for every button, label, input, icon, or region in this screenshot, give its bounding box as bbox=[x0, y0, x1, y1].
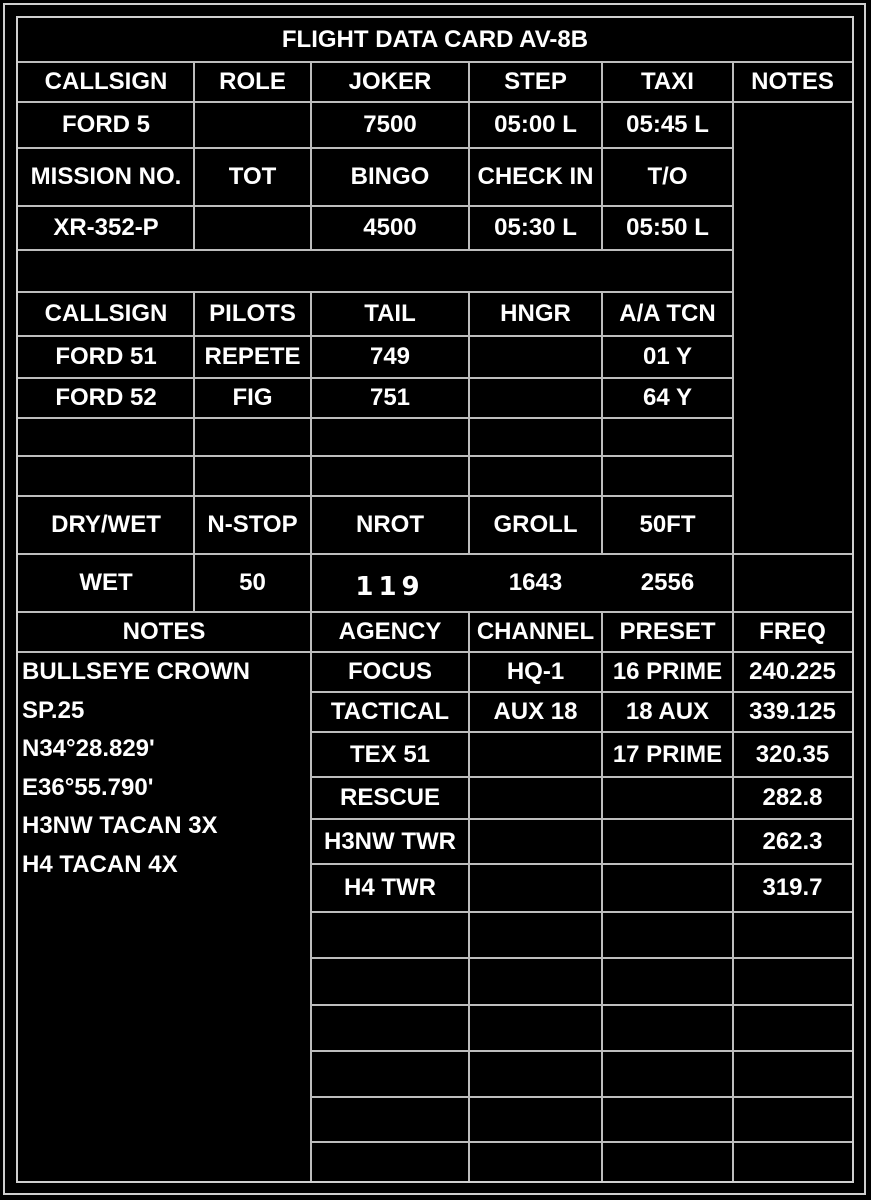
comm-row-1-freq: 240.225 bbox=[749, 658, 836, 685]
50ft-value: 2556 bbox=[640, 569, 695, 596]
dry-wet-value: WET bbox=[79, 569, 133, 596]
card-title: FLIGHT DATA CARD AV-8B bbox=[281, 26, 589, 53]
comm-row-4-channel bbox=[469, 777, 602, 819]
notes-line: SP.25 bbox=[22, 696, 85, 724]
header-50ft: 50FT bbox=[639, 511, 696, 538]
comm-row-6-agency: H4 TWR bbox=[344, 874, 436, 901]
flight-row-2-hngr bbox=[469, 378, 602, 418]
comm-row-3-channel bbox=[469, 732, 602, 777]
notes-line: BULLSEYE CROWN bbox=[22, 658, 250, 685]
comm-row-3-freq: 320.35 bbox=[755, 740, 830, 768]
grid-line-horizontal bbox=[18, 455, 733, 457]
flight-row-1-callsign: FORD 51 bbox=[55, 343, 157, 370]
comm-row-6-channel bbox=[469, 864, 602, 912]
comm-row-3-agency: TEX 51 bbox=[349, 740, 431, 768]
comm-row-6-preset bbox=[602, 864, 733, 912]
header-agency: AGENCY bbox=[338, 618, 442, 645]
header-channel: CHANNEL bbox=[476, 618, 595, 645]
comm-row-3-preset: 17 PRIME bbox=[612, 740, 723, 768]
comm-row-5-agency: H3NW TWR bbox=[324, 827, 456, 855]
tot-value bbox=[194, 206, 311, 250]
comm-row-5-preset bbox=[602, 819, 733, 864]
comm-row-5-freq: 262.3 bbox=[762, 827, 823, 855]
header-freq: FREQ bbox=[759, 618, 826, 645]
comm-row-1-preset: 16 PRIME bbox=[612, 658, 723, 685]
comm-row-1-channel: HQ-1 bbox=[506, 658, 565, 685]
header-notes: NOTES bbox=[751, 68, 834, 95]
comm-row-2-freq: 339.125 bbox=[749, 698, 836, 725]
header-aa-tcn: A/A TCN bbox=[619, 300, 716, 327]
header-callsign: CALLSIGN bbox=[44, 68, 168, 95]
comm-row-1-agency: FOCUS bbox=[348, 658, 432, 685]
header-takeoff: T/O bbox=[647, 163, 688, 190]
header-step: STEP bbox=[504, 68, 567, 95]
notes-line: H3NW TACAN 3X bbox=[22, 812, 218, 840]
header-tot: TOT bbox=[228, 163, 277, 190]
comm-row-4-freq: 282.8 bbox=[762, 784, 823, 811]
header-taxi: TAXI bbox=[641, 68, 694, 95]
comm-row-5-channel bbox=[469, 819, 602, 864]
header-flight-callsign: CALLSIGN bbox=[44, 300, 168, 327]
step-value: 05:00 L bbox=[494, 111, 577, 138]
header-groll: GROLL bbox=[493, 511, 578, 538]
notes-text bbox=[22, 653, 250, 885]
callsign-value: FORD 5 bbox=[61, 111, 150, 138]
header-nrot: NROT bbox=[356, 511, 424, 538]
flight-row-1-tail: 749 bbox=[369, 343, 411, 370]
bingo-value: 4500 bbox=[363, 214, 417, 241]
comm-row-2-preset: 18 AUX bbox=[625, 698, 710, 725]
header-role: ROLE bbox=[219, 68, 286, 95]
comm-row-4-agency: RESCUE bbox=[339, 784, 441, 811]
flight-row-2-callsign: FORD 52 bbox=[55, 384, 157, 411]
grid-line-horizontal bbox=[310, 1050, 852, 1052]
grid-line-horizontal bbox=[310, 1004, 852, 1006]
n-stop-value: 50 bbox=[239, 569, 266, 596]
header-check-in: CHECK IN bbox=[477, 163, 594, 190]
joker-value: 7500 bbox=[363, 111, 417, 138]
flight-row-2-tcn: 64 Y bbox=[643, 384, 692, 411]
header-joker: JOKER bbox=[348, 68, 432, 95]
flight-row-1-hngr bbox=[469, 336, 602, 378]
nrot-value: 119 bbox=[355, 572, 425, 602]
notes-line: N34°28.829' bbox=[22, 735, 155, 763]
header-hngr: HNGR bbox=[500, 300, 571, 327]
flight-row-2-tail: 751 bbox=[369, 384, 411, 411]
mission-no-value: XR-352-P bbox=[53, 214, 159, 241]
taxi-value: 05:45 L bbox=[626, 111, 709, 138]
header-tail: TAIL bbox=[364, 300, 416, 327]
comm-row-6-freq: 319.7 bbox=[762, 874, 823, 901]
header-n-stop: N-STOP bbox=[207, 511, 298, 538]
grid-line-horizontal bbox=[310, 1096, 852, 1098]
header-preset: PRESET bbox=[619, 618, 716, 645]
header-mission-no: MISSION NO. bbox=[30, 163, 182, 190]
notes-line: E36°55.790' bbox=[22, 773, 154, 801]
comm-row-2-channel: AUX 18 bbox=[493, 698, 578, 725]
grid-line-horizontal bbox=[310, 1141, 852, 1143]
comm-row-4-preset bbox=[602, 777, 733, 819]
flight-row-1-tcn: 01 Y bbox=[643, 343, 692, 370]
header-pilots: PILOTS bbox=[209, 300, 296, 327]
header-dry-wet: DRY/WET bbox=[51, 511, 161, 538]
role-value bbox=[194, 102, 311, 148]
comm-row-2-agency: TACTICAL bbox=[330, 698, 450, 725]
grid-line-horizontal bbox=[310, 957, 852, 959]
header-notes-lower: NOTES bbox=[122, 618, 206, 645]
groll-value: 1643 bbox=[508, 569, 563, 596]
flight-row-1-pilot: REPETE bbox=[204, 343, 301, 370]
takeoff-value: 05:50 L bbox=[626, 214, 709, 241]
check-in-value: 05:30 L bbox=[494, 214, 577, 241]
header-bingo: BINGO bbox=[350, 163, 430, 190]
notes-line: H4 TACAN 4X bbox=[22, 850, 178, 878]
flight-row-2-pilot: FIG bbox=[232, 384, 273, 411]
